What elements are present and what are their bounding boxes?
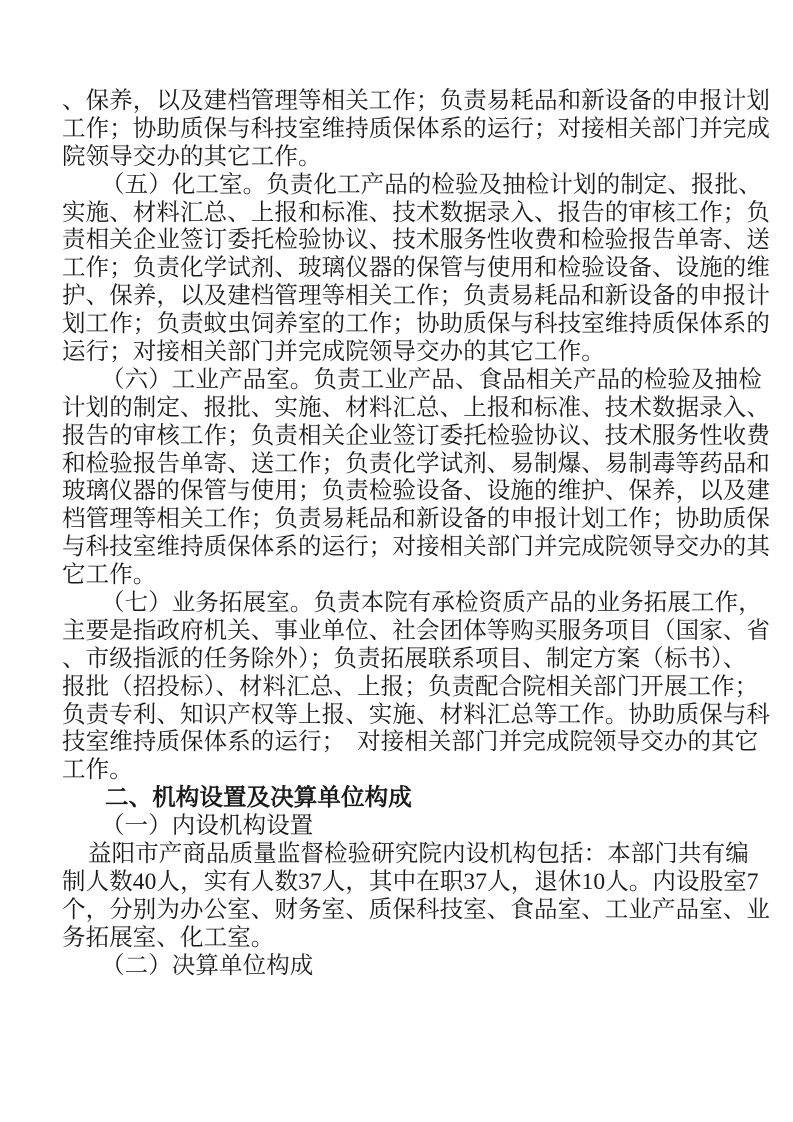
text-line: 运行；对接相关部门并完成院领导交办的其它工作。: [62, 339, 605, 366]
paragraph-continuation: [62, 88, 778, 172]
subsection-heading-text: （一）内设机构设置: [101, 813, 314, 840]
text-line: 负责专利、知识产权等上报、实施、材料汇总等工作。协助质保与科: [62, 701, 770, 728]
text-line: （六）工业产品室。负责工业产品、食品相关产品的检验及抽检: [101, 366, 762, 393]
text-line: 计划的制定、报批、实施、材料汇总、上报和标准、技术数据录入、: [62, 394, 770, 421]
text-line: （七）业务拓展室。负责本院有承检资质产品的业务拓展工作，: [101, 590, 762, 617]
paragraph-item-5: [62, 172, 778, 367]
text-line: 技室维持质保体系的运行； 对接相关部门并完成院领导交办的其它: [62, 729, 759, 756]
subsection-heading-1: [62, 813, 778, 841]
text-line: 务拓展室、化工室。: [62, 924, 275, 951]
text-line: 责相关企业签订委托检验协议、技术服务性收费和检验报告单寄、送: [62, 227, 770, 254]
text-line: 、保养，以及建档管理等相关工作；负责易耗品和新设备的申报计划: [62, 88, 770, 114]
text-line: 实施、材料汇总、上报和标准、技术数据录入、报告的审核工作；负: [62, 199, 770, 226]
text-line: 、市级指派的任务除外）；负责拓展联系项目、制定方案（标书）、: [62, 645, 747, 672]
paragraph-org-setup: [62, 841, 778, 953]
paragraph-item-6: [62, 367, 778, 590]
text-line: 和检验报告单寄、送工作；负责化学试剂、易制爆、易制毒等药品和: [62, 450, 770, 477]
document-body: [62, 88, 778, 981]
text-line: 档管理等相关工作；负责易耗品和新设备的申报计划工作；协助质保: [62, 506, 770, 533]
text-line: 它工作。: [62, 562, 157, 589]
subsection-heading-2: [62, 953, 778, 981]
text-line: 益阳市产商品质量监督检验研究院内设机构包括：本部门共有编: [88, 841, 749, 868]
text-line: 与科技室维持质保体系的运行；对接相关部门并完成院领导交办的其: [62, 534, 770, 561]
text-line: 报批（招投标）、材料汇总、上报；负责配合院相关部门开展工作；: [62, 673, 759, 700]
text-line: 主要是指政府机关、事业单位、社会团体等购买服务项目（国家、省: [62, 617, 770, 644]
text-line: 工作；负责化学试剂、玻璃仪器的保管与使用和检验设备、设施的维: [62, 255, 770, 282]
section-heading: [62, 785, 778, 813]
section-heading-text: 二、机构设置及决算单位构成: [105, 785, 412, 812]
subsection-heading-text: （二）决算单位构成: [101, 952, 314, 979]
text-line: 工作。: [62, 757, 133, 784]
text-line: 报告的审核工作；负责相关企业签订委托检验协议、技术服务性收费: [62, 422, 770, 449]
text-line: 玻璃仪器的保管与使用；负责检验设备、设施的维护、保养，以及建: [62, 478, 770, 505]
paragraph-item-7: [62, 590, 778, 785]
text-line: 制人数40人，实有人数37人，其中在职37人，退休10人。内设股室7: [62, 868, 759, 895]
text-line: （五）化工室。负责化工产品的检验及抽检计划的制定、报批、: [101, 171, 762, 198]
text-line: 院领导交办的其它工作。: [62, 143, 322, 170]
text-line: 护、保养，以及建档管理等相关工作；负责易耗品和新设备的申报计: [62, 283, 770, 310]
text-line: 个，分别为办公室、财务室、质保科技室、食品室、工业产品室、业: [62, 896, 770, 923]
text-line: 划工作；负责蚊虫饲养室的工作；协助质保与科技室维持质保体系的: [62, 311, 770, 338]
text-line: 工作；协助质保与科技室维持质保体系的运行；对接相关部门并完成: [62, 115, 770, 142]
